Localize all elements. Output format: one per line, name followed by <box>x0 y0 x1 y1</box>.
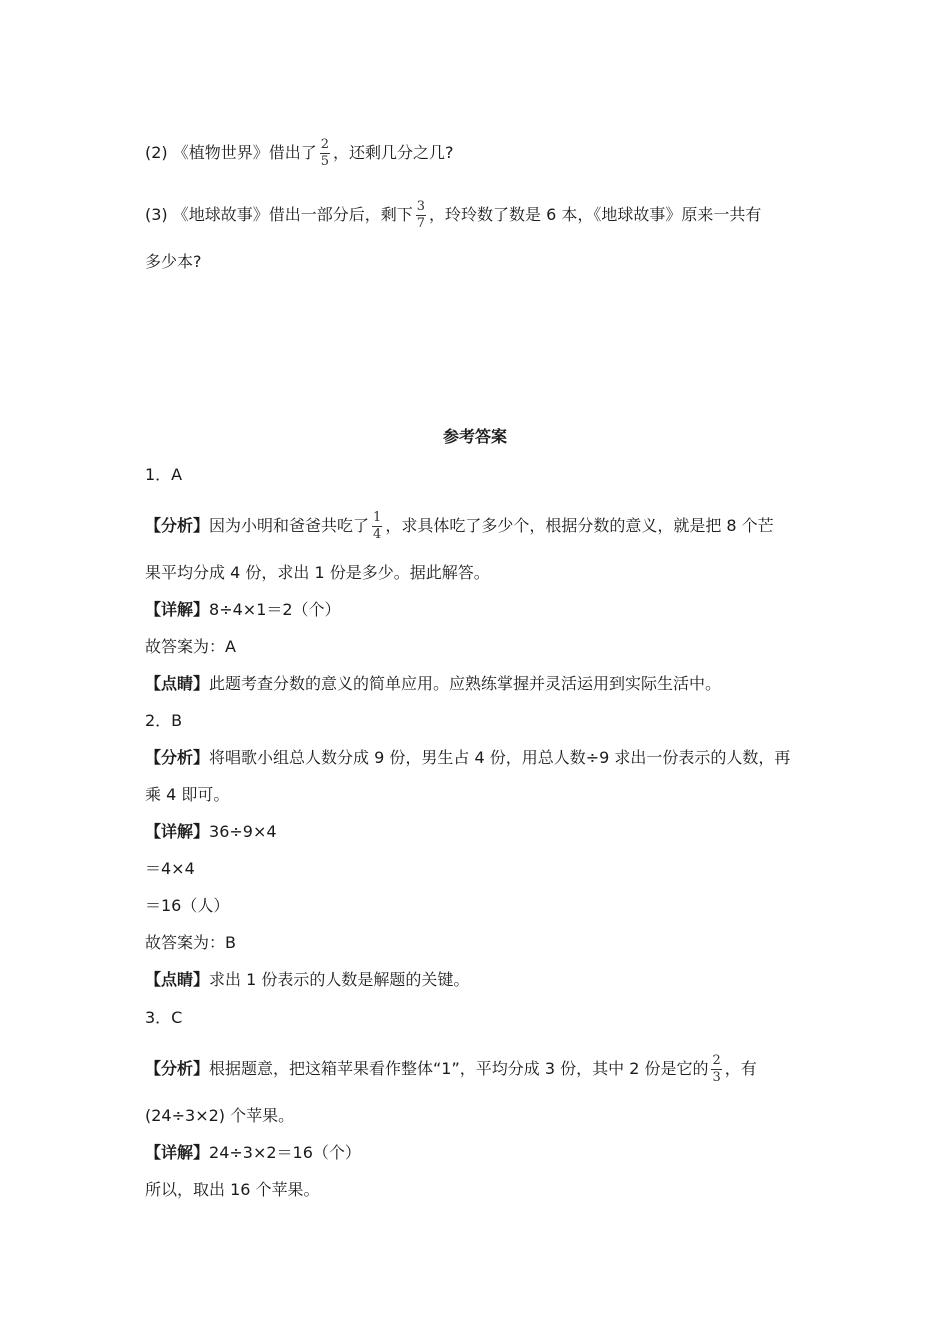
answer-2-note <box>145 968 469 992</box>
answer-3-analysis-post: ，有 <box>724 1059 757 1078</box>
answer-1-analysis-pre: 因为小明和爸爸共吃了 <box>209 516 370 535</box>
fraction-denominator: 7 <box>416 216 426 231</box>
detail-tag: 【详解】 <box>145 822 210 841</box>
answer-2-answer: 故答案为：B <box>145 933 236 952</box>
fraction-numerator: 3 <box>416 199 426 214</box>
question-3-text-post: ，玲玲数了数是 6 本，《地球故事》原来一共有 <box>429 205 762 224</box>
note-tag: 【点睛】 <box>145 674 210 693</box>
fraction-3-7 <box>416 199 426 232</box>
answer-1-detail-text: 8÷4×1＝2（个） <box>209 600 341 619</box>
detail-tag: 【详解】 <box>145 1143 210 1162</box>
detail-tag: 【详解】 <box>145 600 210 619</box>
answer-2-step2: ＝4×4 <box>145 859 195 878</box>
question-2-text-post: ，还剩几分之几? <box>333 143 454 162</box>
answer-2-analysis-text: 将唱歌小组总人数分成 9 份，男生占 4 份，用总人数÷9 求出一份表示的人数，再 <box>209 748 791 767</box>
answer-2-analysis <box>145 746 790 770</box>
fraction-1-4 <box>372 510 382 543</box>
answer-3-detail-text: 24÷3×2＝16（个） <box>209 1143 361 1162</box>
answer-1-answer: 故答案为：A <box>145 637 236 656</box>
answer-3-analysis <box>145 1053 757 1086</box>
answer-2-note-text: 求出 1 份表示的人数是解题的关键。 <box>209 970 470 989</box>
fraction-denominator: 3 <box>712 1070 721 1085</box>
answer-1-detail <box>145 598 341 622</box>
answer-3-head: 3．C <box>145 1008 183 1027</box>
answer-1-note <box>145 672 721 696</box>
fraction-denominator: 4 <box>373 527 382 542</box>
fraction-numerator: 2 <box>712 1053 721 1068</box>
answer-2-detail-text: 36÷9×4 <box>209 822 277 841</box>
answer-2-step3: ＝16（人） <box>145 896 230 915</box>
question-2-text-pre: (2) 《植物世界》借出了 <box>145 143 317 162</box>
answer-1-head: 1．A <box>145 465 183 484</box>
analysis-tag: 【分析】 <box>145 516 210 535</box>
question-2 <box>145 137 454 170</box>
answer-3-analysis-pre: 根据题意，把这箱苹果看作整体“1”，平均分成 3 份，其中 2 份是它的 <box>209 1059 709 1078</box>
fraction-2-5 <box>320 137 330 170</box>
answers-title: 参考答案 <box>442 427 507 446</box>
answer-1-note-text: 此题考查分数的意义的简单应用。应熟练掌握并灵活运用到实际生活中。 <box>209 674 722 693</box>
answer-1-analysis <box>145 510 774 543</box>
question-3 <box>145 199 761 232</box>
analysis-tag: 【分析】 <box>145 1059 210 1078</box>
answer-3-detail <box>145 1141 361 1165</box>
analysis-tag: 【分析】 <box>145 748 210 767</box>
answer-3-analysis-line2: (24÷3×2) 个苹果。 <box>145 1106 295 1125</box>
answer-2-head: 2．B <box>145 711 183 730</box>
fraction-2-3 <box>711 1053 721 1086</box>
answer-3-conclusion: 所以，取出 16 个苹果。 <box>145 1180 320 1199</box>
answer-2-analysis-line2: 乘 4 即可。 <box>145 785 230 804</box>
note-tag: 【点睛】 <box>145 970 210 989</box>
fraction-denominator: 5 <box>320 154 330 169</box>
fraction-numerator: 1 <box>373 510 382 525</box>
question-3-text-pre: (3) 《地球故事》借出一部分后，剩下 <box>145 205 413 224</box>
question-3-line2: 多少本? <box>145 252 202 271</box>
answer-2-detail <box>145 820 277 844</box>
answer-1-analysis-line2: 果平均分成 4 份，求出 1 份是多少。据此解答。 <box>145 563 490 582</box>
fraction-numerator: 2 <box>320 137 330 152</box>
answer-1-analysis-post: ，求具体吃了多少个，根据分数的意义，就是把 8 个芒 <box>385 516 774 535</box>
